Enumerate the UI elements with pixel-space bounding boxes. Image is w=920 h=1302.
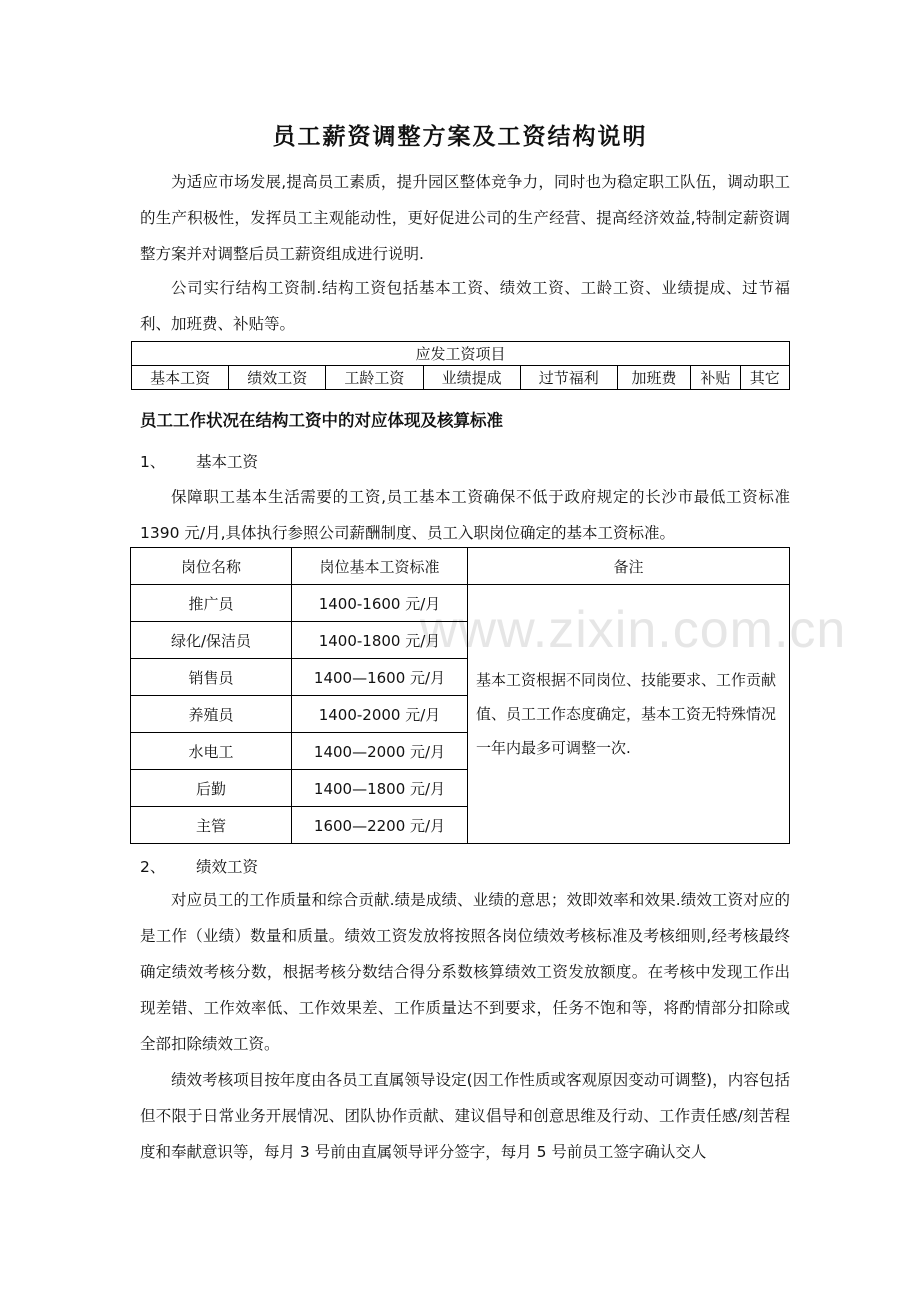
base-pay-range: 1600—2200 元/月 (292, 807, 468, 844)
base-pay-range: 1400—1800 元/月 (292, 770, 468, 807)
pay-item: 绩效工资 (229, 366, 326, 390)
position-name: 销售员 (131, 659, 292, 696)
section-1-paragraph: 保障职工基本生活需要的工资,员工基本工资确保不低于政府规定的长沙市最低工资标准 1390 元/月,具体执行参照公司薪酬制度、员工入职岗位确定的基本工资标准。 (140, 488, 790, 542)
base-pay-range: 1400—1600 元/月 (292, 659, 468, 696)
pay-items-header: 应发工资项目 (132, 342, 790, 366)
document-title: 员工薪资调整方案及工资结构说明 (272, 124, 648, 150)
pay-item: 过节福利 (520, 366, 617, 390)
pay-item: 工龄工资 (326, 366, 423, 390)
base-pay-range: 1400-1600 元/月 (292, 585, 468, 622)
column-header: 岗位名称 (131, 548, 292, 585)
remark-cell: 基本工资根据不同岗位、技能要求、工作贡献值、员工工作态度确定，基本工资无特殊情况一年内最多可调整一次. (468, 585, 790, 844)
pay-item: 业绩提成 (423, 366, 520, 390)
pay-item: 基本工资 (132, 366, 229, 390)
position-name: 水电工 (131, 733, 292, 770)
section-number: 1、 (140, 453, 166, 471)
position-name: 绿化/保洁员 (131, 622, 292, 659)
position-name: 养殖员 (131, 696, 292, 733)
section-title: 基本工资 (196, 453, 259, 471)
column-header: 备注 (468, 548, 790, 585)
section-2-paragraph-1: 对应员工的工作质量和综合贡献.绩是成绩、业绩的意思；效即效率和效果.绩效工资对应的是工作（业绩）数量和质量。绩效工资发放将按照各岗位绩效考核标准及考核细则,经考核最终确定绩效考核分数，根据考核分数结合得分系数核算绩效工资发放额度。在考核中发现工作出现差错、工作效率低、工作效果差、工作质量达不到要求，任务不饱和等，将酌情部分扣除或全部扣除绩效工资。 (140, 891, 790, 1053)
base-pay-range: 1400-1800 元/月 (292, 622, 468, 659)
column-header: 岗位基本工资标准 (292, 548, 468, 585)
base-pay-table (130, 547, 790, 844)
section-heading: 员工工作状况在结构工资中的对应体现及核算标准 (140, 411, 503, 430)
intro-paragraph-1: 为适应市场发展,提高员工素质，提升园区整体竞争力，同时也为稳定职工队伍，调动职工的生产积极性，发挥员工主观能动性，更好促进公司的生产经营、提高经济效益,特制定薪资调整方案并对调整后员工薪资组成进行说明. (140, 173, 790, 263)
position-name: 推广员 (131, 585, 292, 622)
section-number: 2、 (140, 858, 166, 876)
base-pay-range: 1400—2000 元/月 (292, 733, 468, 770)
pay-item: 加班费 (617, 366, 690, 390)
intro-paragraph-2: 公司实行结构工资制.结构工资包括基本工资、绩效工资、工龄工资、业绩提成、过节福利、加班费、补贴等。 (140, 279, 790, 333)
pay-item: 补贴 (691, 366, 740, 390)
section-title: 绩效工资 (196, 858, 259, 876)
position-name: 后勤 (131, 770, 292, 807)
base-pay-range: 1400-2000 元/月 (292, 696, 468, 733)
watermark: www.zixin.com.cn (420, 601, 847, 659)
section-2-heading (140, 855, 258, 877)
position-name: 主管 (131, 807, 292, 844)
pay-item: 其它 (740, 366, 789, 390)
section-2-paragraph-2: 绩效考核项目按年度由各员工直属领导设定(因工作性质或客观原因变动可调整)，内容包括但不限于日常业务开展情况、团队协作贡献、建议倡导和创意思维及行动、工作责任感/刻苦程度和奉献意识等，每月 3 号前由直属领导评分签字，每月 5 号前员工签字确认交人 (140, 1071, 790, 1161)
pay-items-table (131, 341, 790, 390)
section-1-heading (140, 450, 258, 472)
